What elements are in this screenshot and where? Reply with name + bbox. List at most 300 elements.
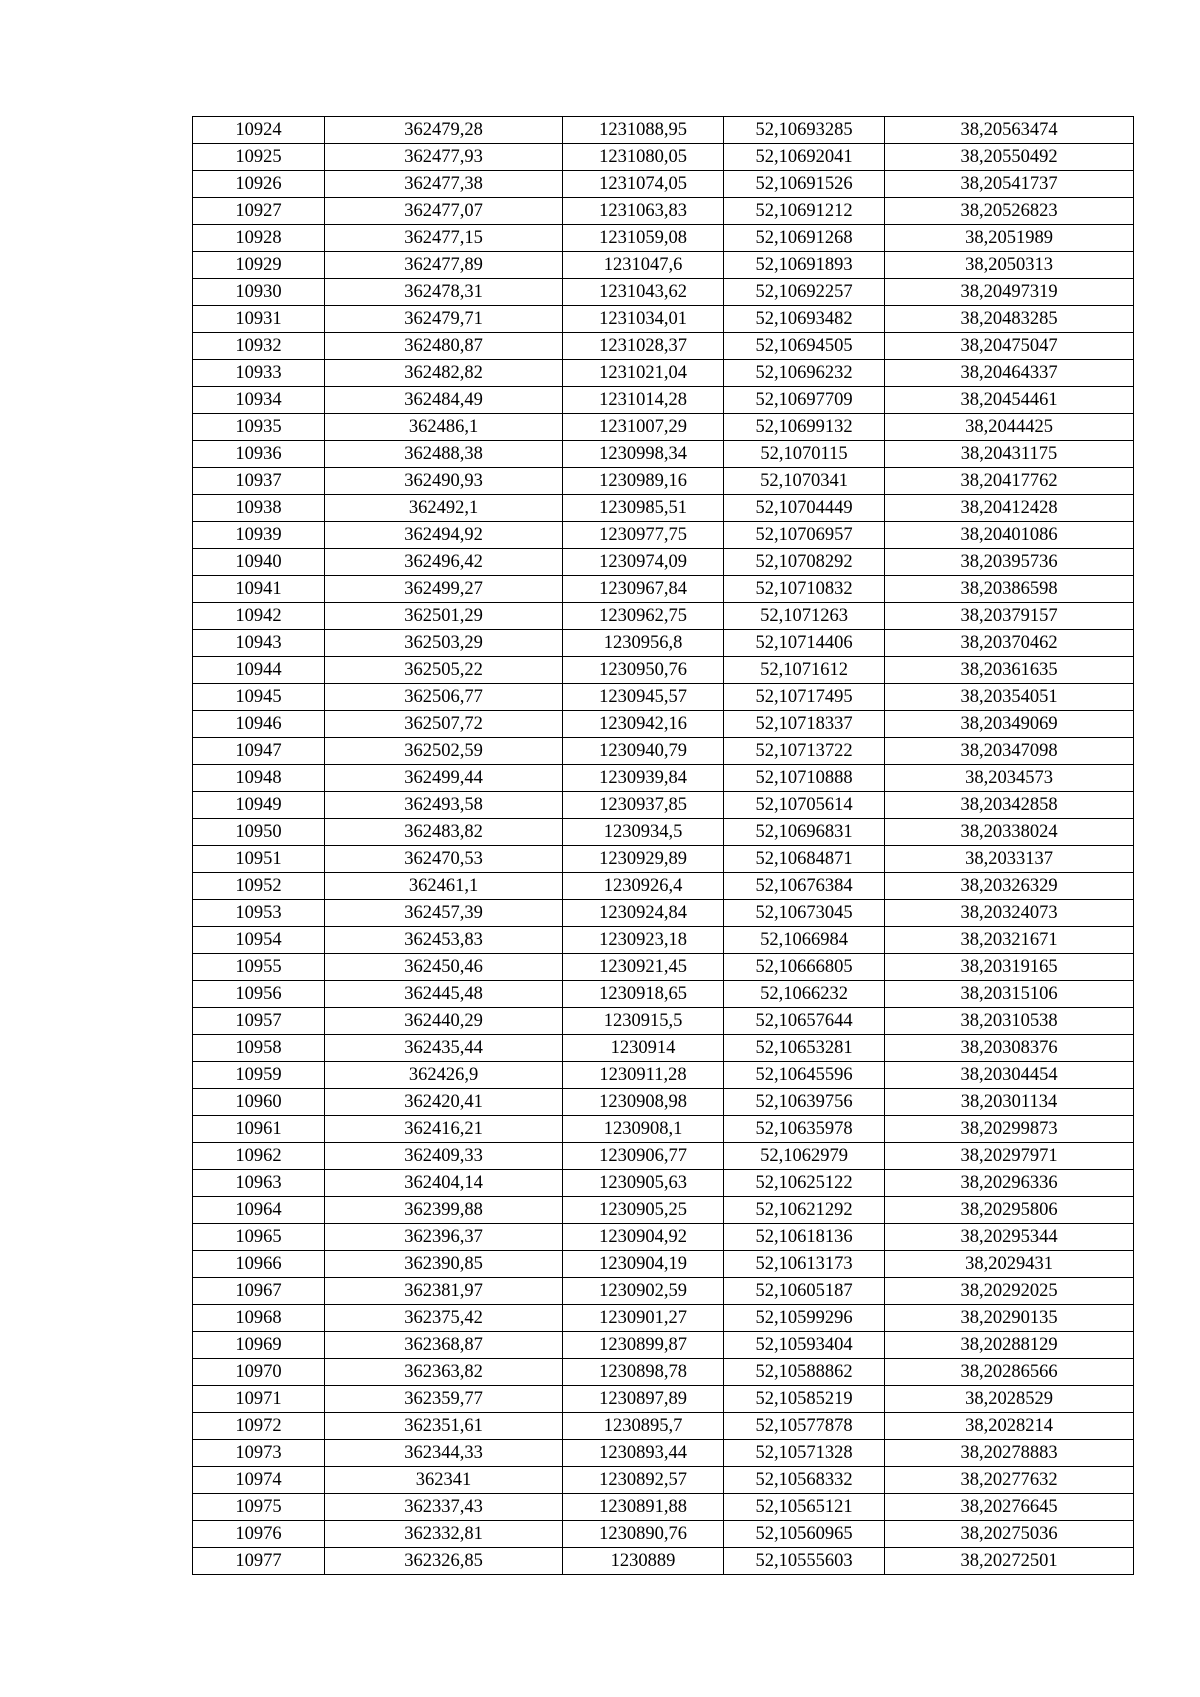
latitude-cell: 52,10625122 [724,1170,885,1197]
x-coordinate-cell: 362457,39 [325,900,563,927]
longitude-cell: 38,2051989 [885,225,1134,252]
point-number-cell: 10971 [193,1386,325,1413]
point-number-cell: 10937 [193,468,325,495]
point-number-cell: 10976 [193,1521,325,1548]
longitude-cell: 38,20386598 [885,576,1134,603]
longitude-cell: 38,20347098 [885,738,1134,765]
x-coordinate-cell: 362461,1 [325,873,563,900]
table-row [193,1521,1134,1548]
latitude-cell: 52,10673045 [724,900,885,927]
y-coordinate-cell: 1230897,89 [563,1386,724,1413]
table-row [193,657,1134,684]
table-row [193,603,1134,630]
longitude-cell: 38,20497319 [885,279,1134,306]
longitude-cell: 38,20308376 [885,1035,1134,1062]
latitude-cell: 52,10565121 [724,1494,885,1521]
y-coordinate-cell: 1230989,16 [563,468,724,495]
y-coordinate-cell: 1230915,5 [563,1008,724,1035]
longitude-cell: 38,20483285 [885,306,1134,333]
point-number-cell: 10930 [193,279,325,306]
longitude-cell: 38,20342858 [885,792,1134,819]
point-number-cell: 10940 [193,549,325,576]
table-row [193,117,1134,144]
x-coordinate-cell: 362344,33 [325,1440,563,1467]
y-coordinate-cell: 1231047,6 [563,252,724,279]
point-number-cell: 10965 [193,1224,325,1251]
y-coordinate-cell: 1230891,88 [563,1494,724,1521]
table-row [193,1224,1134,1251]
longitude-cell: 38,20324073 [885,900,1134,927]
table-row [193,1143,1134,1170]
table-row [193,1170,1134,1197]
latitude-cell: 52,10605187 [724,1278,885,1305]
table-row [193,1548,1134,1575]
y-coordinate-cell: 1231074,05 [563,171,724,198]
y-coordinate-cell: 1230956,8 [563,630,724,657]
x-coordinate-cell: 362503,29 [325,630,563,657]
point-number-cell: 10970 [193,1359,325,1386]
latitude-cell: 52,10708292 [724,549,885,576]
longitude-cell: 38,20295344 [885,1224,1134,1251]
latitude-cell: 52,10588862 [724,1359,885,1386]
latitude-cell: 52,10710888 [724,765,885,792]
latitude-cell: 52,10577878 [724,1413,885,1440]
latitude-cell: 52,1070341 [724,468,885,495]
latitude-cell: 52,10710832 [724,576,885,603]
point-number-cell: 10943 [193,630,325,657]
point-number-cell: 10928 [193,225,325,252]
table-row [193,711,1134,738]
y-coordinate-cell: 1230889 [563,1548,724,1575]
longitude-cell: 38,2028214 [885,1413,1134,1440]
y-coordinate-cell: 1230901,27 [563,1305,724,1332]
x-coordinate-cell: 362416,21 [325,1116,563,1143]
y-coordinate-cell: 1230893,44 [563,1440,724,1467]
y-coordinate-cell: 1230942,16 [563,711,724,738]
x-coordinate-cell: 362332,81 [325,1521,563,1548]
table-row [193,252,1134,279]
y-coordinate-cell: 1230908,1 [563,1116,724,1143]
latitude-cell: 52,10593404 [724,1332,885,1359]
point-number-cell: 10950 [193,819,325,846]
point-number-cell: 10936 [193,441,325,468]
y-coordinate-cell: 1230998,34 [563,441,724,468]
x-coordinate-cell: 362426,9 [325,1062,563,1089]
longitude-cell: 38,20417762 [885,468,1134,495]
table-row [193,873,1134,900]
point-number-cell: 10942 [193,603,325,630]
y-coordinate-cell: 1231021,04 [563,360,724,387]
x-coordinate-cell: 362505,22 [325,657,563,684]
y-coordinate-cell: 1230962,75 [563,603,724,630]
point-number-cell: 10962 [193,1143,325,1170]
latitude-cell: 52,1071263 [724,603,885,630]
point-number-cell: 10925 [193,144,325,171]
longitude-cell: 38,20379157 [885,603,1134,630]
x-coordinate-cell: 362499,44 [325,765,563,792]
x-coordinate-cell: 362488,38 [325,441,563,468]
latitude-cell: 52,10699132 [724,414,885,441]
y-coordinate-cell: 1230898,78 [563,1359,724,1386]
point-number-cell: 10969 [193,1332,325,1359]
latitude-cell: 52,10691268 [724,225,885,252]
table-row [193,414,1134,441]
y-coordinate-cell: 1230923,18 [563,927,724,954]
table-row [193,198,1134,225]
longitude-cell: 38,20326329 [885,873,1134,900]
point-number-cell: 10952 [193,873,325,900]
table-row [193,576,1134,603]
table-row [193,900,1134,927]
longitude-cell: 38,20299873 [885,1116,1134,1143]
y-coordinate-cell: 1230899,87 [563,1332,724,1359]
latitude-cell: 52,10713722 [724,738,885,765]
longitude-cell: 38,20412428 [885,495,1134,522]
longitude-cell: 38,20286566 [885,1359,1134,1386]
longitude-cell: 38,20454461 [885,387,1134,414]
y-coordinate-cell: 1231028,37 [563,333,724,360]
latitude-cell: 52,10676384 [724,873,885,900]
table-row [193,1278,1134,1305]
x-coordinate-cell: 362501,29 [325,603,563,630]
y-coordinate-cell: 1231007,29 [563,414,724,441]
y-coordinate-cell: 1230890,76 [563,1521,724,1548]
latitude-cell: 52,1070115 [724,441,885,468]
latitude-cell: 52,10684871 [724,846,885,873]
latitude-cell: 52,10657644 [724,1008,885,1035]
table-row [193,387,1134,414]
table-row [193,1386,1134,1413]
y-coordinate-cell: 1230906,77 [563,1143,724,1170]
longitude-cell: 38,20354051 [885,684,1134,711]
x-coordinate-cell: 362482,82 [325,360,563,387]
table-row [193,495,1134,522]
table-row [193,1494,1134,1521]
y-coordinate-cell: 1230950,76 [563,657,724,684]
y-coordinate-cell: 1230940,79 [563,738,724,765]
x-coordinate-cell: 362445,48 [325,981,563,1008]
x-coordinate-cell: 362477,07 [325,198,563,225]
point-number-cell: 10963 [193,1170,325,1197]
longitude-cell: 38,2034573 [885,765,1134,792]
longitude-cell: 38,2050313 [885,252,1134,279]
x-coordinate-cell: 362477,38 [325,171,563,198]
x-coordinate-cell: 362479,71 [325,306,563,333]
x-coordinate-cell: 362396,37 [325,1224,563,1251]
longitude-cell: 38,2028529 [885,1386,1134,1413]
longitude-cell: 38,20310538 [885,1008,1134,1035]
latitude-cell: 52,10621292 [724,1197,885,1224]
latitude-cell: 52,1071612 [724,657,885,684]
latitude-cell: 52,10691212 [724,198,885,225]
coordinates-table-body [193,117,1134,1575]
table-row [193,333,1134,360]
point-number-cell: 10941 [193,576,325,603]
y-coordinate-cell: 1230977,75 [563,522,724,549]
point-number-cell: 10932 [193,333,325,360]
x-coordinate-cell: 362470,53 [325,846,563,873]
latitude-cell: 52,10692041 [724,144,885,171]
y-coordinate-cell: 1230914 [563,1035,724,1062]
point-number-cell: 10966 [193,1251,325,1278]
x-coordinate-cell: 362404,14 [325,1170,563,1197]
latitude-cell: 52,1066984 [724,927,885,954]
y-coordinate-cell: 1230926,4 [563,873,724,900]
y-coordinate-cell: 1230895,7 [563,1413,724,1440]
point-number-cell: 10968 [193,1305,325,1332]
table-row [193,144,1134,171]
x-coordinate-cell: 362507,72 [325,711,563,738]
x-coordinate-cell: 362483,82 [325,819,563,846]
longitude-cell: 38,20395736 [885,549,1134,576]
point-number-cell: 10953 [193,900,325,927]
latitude-cell: 52,10645596 [724,1062,885,1089]
latitude-cell: 52,10599296 [724,1305,885,1332]
x-coordinate-cell: 362478,31 [325,279,563,306]
x-coordinate-cell: 362492,1 [325,495,563,522]
latitude-cell: 52,10692257 [724,279,885,306]
latitude-cell: 52,10697709 [724,387,885,414]
point-number-cell: 10951 [193,846,325,873]
coordinates-table [192,116,1134,1575]
y-coordinate-cell: 1230929,89 [563,846,724,873]
point-number-cell: 10938 [193,495,325,522]
latitude-cell: 52,10704449 [724,495,885,522]
point-number-cell: 10929 [193,252,325,279]
y-coordinate-cell: 1230967,84 [563,576,724,603]
longitude-cell: 38,20275036 [885,1521,1134,1548]
longitude-cell: 38,20278883 [885,1440,1134,1467]
y-coordinate-cell: 1230902,59 [563,1278,724,1305]
point-number-cell: 10960 [193,1089,325,1116]
longitude-cell: 38,20301134 [885,1089,1134,1116]
latitude-cell: 52,10691526 [724,171,885,198]
y-coordinate-cell: 1230921,45 [563,954,724,981]
latitude-cell: 52,10618136 [724,1224,885,1251]
table-row [193,441,1134,468]
x-coordinate-cell: 362326,85 [325,1548,563,1575]
latitude-cell: 52,10694505 [724,333,885,360]
x-coordinate-cell: 362499,27 [325,576,563,603]
table-row [193,684,1134,711]
point-number-cell: 10958 [193,1035,325,1062]
x-coordinate-cell: 362375,42 [325,1305,563,1332]
table-row [193,1413,1134,1440]
latitude-cell: 52,10714406 [724,630,885,657]
table-row [193,1116,1134,1143]
y-coordinate-cell: 1230904,19 [563,1251,724,1278]
x-coordinate-cell: 362477,93 [325,144,563,171]
x-coordinate-cell: 362484,49 [325,387,563,414]
point-number-cell: 10924 [193,117,325,144]
x-coordinate-cell: 362399,88 [325,1197,563,1224]
point-number-cell: 10931 [193,306,325,333]
x-coordinate-cell: 362351,61 [325,1413,563,1440]
latitude-cell: 52,10653281 [724,1035,885,1062]
x-coordinate-cell: 362359,77 [325,1386,563,1413]
table-row [193,765,1134,792]
longitude-cell: 38,20550492 [885,144,1134,171]
y-coordinate-cell: 1230908,98 [563,1089,724,1116]
x-coordinate-cell: 362502,59 [325,738,563,765]
latitude-cell: 52,10696232 [724,360,885,387]
latitude-cell: 52,10560965 [724,1521,885,1548]
point-number-cell: 10977 [193,1548,325,1575]
y-coordinate-cell: 1230974,09 [563,549,724,576]
longitude-cell: 38,20315106 [885,981,1134,1008]
point-number-cell: 10933 [193,360,325,387]
latitude-cell: 52,10571328 [724,1440,885,1467]
longitude-cell: 38,20288129 [885,1332,1134,1359]
longitude-cell: 38,2033137 [885,846,1134,873]
point-number-cell: 10934 [193,387,325,414]
latitude-cell: 52,10613173 [724,1251,885,1278]
longitude-cell: 38,20475047 [885,333,1134,360]
latitude-cell: 52,10568332 [724,1467,885,1494]
longitude-cell: 38,20296336 [885,1170,1134,1197]
longitude-cell: 38,20370462 [885,630,1134,657]
x-coordinate-cell: 362381,97 [325,1278,563,1305]
table-row [193,549,1134,576]
point-number-cell: 10946 [193,711,325,738]
latitude-cell: 52,10693482 [724,306,885,333]
table-row [193,1008,1134,1035]
longitude-cell: 38,20319165 [885,954,1134,981]
table-row [193,1062,1134,1089]
x-coordinate-cell: 362486,1 [325,414,563,441]
latitude-cell: 52,10691893 [724,252,885,279]
x-coordinate-cell: 362480,87 [325,333,563,360]
table-row [193,630,1134,657]
x-coordinate-cell: 362450,46 [325,954,563,981]
latitude-cell: 52,10696831 [724,819,885,846]
x-coordinate-cell: 362440,29 [325,1008,563,1035]
longitude-cell: 38,20526823 [885,198,1134,225]
x-coordinate-cell: 362477,89 [325,252,563,279]
x-coordinate-cell: 362494,92 [325,522,563,549]
point-number-cell: 10964 [193,1197,325,1224]
point-number-cell: 10945 [193,684,325,711]
table-row [193,954,1134,981]
point-number-cell: 10975 [193,1494,325,1521]
longitude-cell: 38,20431175 [885,441,1134,468]
x-coordinate-cell: 362453,83 [325,927,563,954]
y-coordinate-cell: 1230918,65 [563,981,724,1008]
point-number-cell: 10947 [193,738,325,765]
latitude-cell: 52,10705614 [724,792,885,819]
x-coordinate-cell: 362506,77 [325,684,563,711]
x-coordinate-cell: 362477,15 [325,225,563,252]
table-row [193,846,1134,873]
latitude-cell: 52,10706957 [724,522,885,549]
y-coordinate-cell: 1231043,62 [563,279,724,306]
x-coordinate-cell: 362493,58 [325,792,563,819]
point-number-cell: 10956 [193,981,325,1008]
longitude-cell: 38,2044425 [885,414,1134,441]
longitude-cell: 38,20541737 [885,171,1134,198]
table-row [193,1467,1134,1494]
table-row [193,738,1134,765]
y-coordinate-cell: 1231059,08 [563,225,724,252]
table-row [193,1035,1134,1062]
x-coordinate-cell: 362368,87 [325,1332,563,1359]
y-coordinate-cell: 1230924,84 [563,900,724,927]
longitude-cell: 38,20338024 [885,819,1134,846]
y-coordinate-cell: 1230985,51 [563,495,724,522]
point-number-cell: 10957 [193,1008,325,1035]
table-row [193,1359,1134,1386]
point-number-cell: 10961 [193,1116,325,1143]
table-row [193,225,1134,252]
latitude-cell: 52,10718337 [724,711,885,738]
x-coordinate-cell: 362490,93 [325,468,563,495]
longitude-cell: 38,20304454 [885,1062,1134,1089]
point-number-cell: 10949 [193,792,325,819]
y-coordinate-cell: 1230892,57 [563,1467,724,1494]
longitude-cell: 38,20272501 [885,1548,1134,1575]
x-coordinate-cell: 362390,85 [325,1251,563,1278]
table-row [193,522,1134,549]
table-row [193,468,1134,495]
x-coordinate-cell: 362409,33 [325,1143,563,1170]
latitude-cell: 52,10717495 [724,684,885,711]
point-number-cell: 10972 [193,1413,325,1440]
table-row [193,1332,1134,1359]
x-coordinate-cell: 362435,44 [325,1035,563,1062]
x-coordinate-cell: 362363,82 [325,1359,563,1386]
table-row [193,279,1134,306]
table-row [193,927,1134,954]
longitude-cell: 38,20276645 [885,1494,1134,1521]
latitude-cell: 52,1066232 [724,981,885,1008]
latitude-cell: 52,10555603 [724,1548,885,1575]
point-number-cell: 10939 [193,522,325,549]
table-row [193,792,1134,819]
x-coordinate-cell: 362341 [325,1467,563,1494]
latitude-cell: 52,10666805 [724,954,885,981]
y-coordinate-cell: 1231063,83 [563,198,724,225]
longitude-cell: 38,20563474 [885,117,1134,144]
point-number-cell: 10944 [193,657,325,684]
latitude-cell: 52,10693285 [724,117,885,144]
y-coordinate-cell: 1230934,5 [563,819,724,846]
y-coordinate-cell: 1230939,84 [563,765,724,792]
longitude-cell: 38,20277632 [885,1467,1134,1494]
y-coordinate-cell: 1231080,05 [563,144,724,171]
latitude-cell: 52,10585219 [724,1386,885,1413]
x-coordinate-cell: 362337,43 [325,1494,563,1521]
table-row [193,1305,1134,1332]
longitude-cell: 38,20321671 [885,927,1134,954]
table-row [193,360,1134,387]
y-coordinate-cell: 1230945,57 [563,684,724,711]
point-number-cell: 10926 [193,171,325,198]
y-coordinate-cell: 1231088,95 [563,117,724,144]
x-coordinate-cell: 362496,42 [325,549,563,576]
longitude-cell: 38,20290135 [885,1305,1134,1332]
y-coordinate-cell: 1230905,63 [563,1170,724,1197]
point-number-cell: 10967 [193,1278,325,1305]
table-row [193,1251,1134,1278]
longitude-cell: 38,20464337 [885,360,1134,387]
longitude-cell: 38,20349069 [885,711,1134,738]
longitude-cell: 38,20292025 [885,1278,1134,1305]
latitude-cell: 52,10639756 [724,1089,885,1116]
table-row [193,1440,1134,1467]
latitude-cell: 52,1062979 [724,1143,885,1170]
table-row [193,1089,1134,1116]
table-row [193,819,1134,846]
